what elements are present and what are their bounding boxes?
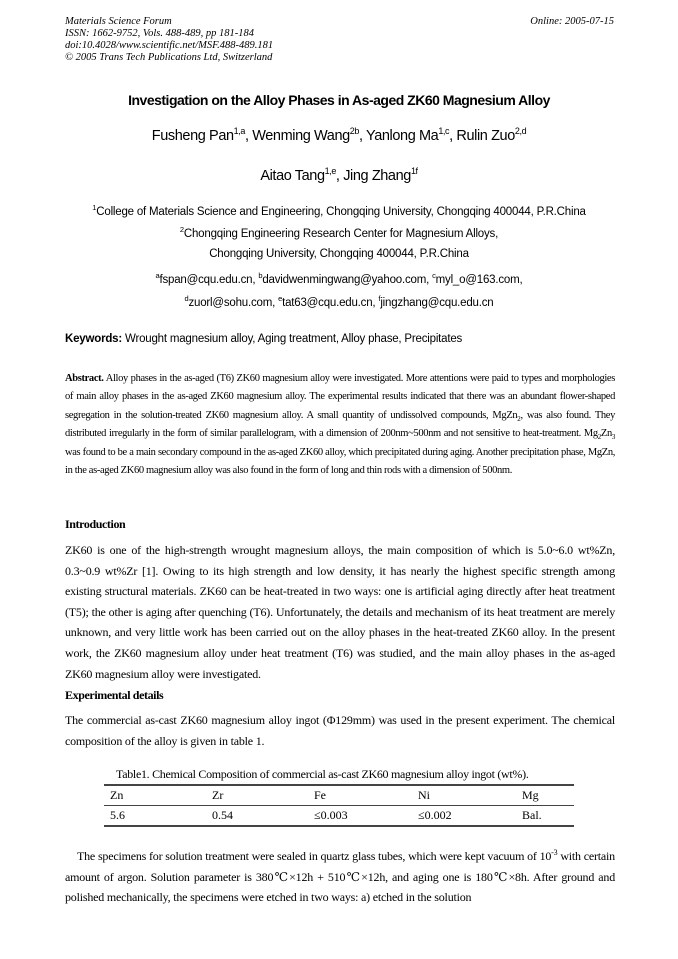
abstract-text: , was also found. They distributed irregularly in the form of similar parallelogram, with a dimension of 200nm~500nm and not sensitive to heat-treatment. Mg: [65, 409, 615, 440]
affiliation-text: College of Materials Science and Engineering, Chongqing University, Chongqing 400044, P.R.China: [96, 205, 586, 218]
table-header-cell: Ni: [412, 785, 516, 806]
email-sup: c: [432, 271, 436, 280]
email-sup: a: [155, 271, 160, 280]
abstract-text: Alloy phases in the as-aged (T6) ZK60 magnesium alloy were investigated. More attentions were paid to types and morphologies of main alloy phases in the as-aged ZK60 magnesium alloy. The experimental results indicated that there was an abundant flower-shaped segregation in the solution-treated ZK60 magnesium alloy. A small quantity of undissolved compounds, MgZn: [65, 373, 615, 421]
affiliation-2-line-2: Chongqing University, Chongqing 400044, P.R.China: [209, 248, 469, 260]
keywords: [65, 333, 462, 345]
experimental-heading: Experimental details: [65, 688, 164, 702]
keywords-text: Wrought magnesium alloy, Aging treatment, Alloy phase, Precipitates: [125, 333, 463, 345]
author-sup: 2,d: [514, 126, 527, 136]
email-link[interactable]: zuorl@sohu.com,: [188, 296, 276, 309]
author-line-2: Aitao Tang$^{1,e}$, Jing Zhang$^{1f}$: [260, 166, 418, 184]
affiliation-sup: 2: [179, 225, 184, 234]
paper-title: Investigation on the Alloy Phases in As-aged ZK60 Magnesium Alloy: [128, 92, 550, 108]
specimen-text: The specimens for solution treatment were sealed in quartz glass tubes, which were kept vacuum of 10: [77, 849, 552, 863]
journal-info: [65, 16, 273, 64]
author-sup: 1,e: [324, 166, 336, 176]
author-line-1: Fusheng Pan$^{1,a}$, Wenming Wang$^{2b}$, Yanlong Ma$^{1,c}$, Rulin Zuo$^{2,d}$: [151, 126, 527, 144]
email-link[interactable]: jingzhang@cqu.edu.cn: [380, 296, 494, 309]
table-cell: Bal.: [516, 806, 574, 827]
author-name: Jing Zhang: [343, 167, 411, 184]
keywords-label: Keywords:: [65, 333, 122, 345]
table-header-cell: Zr: [206, 785, 308, 806]
table-cell: ≤0.002: [412, 806, 516, 827]
introduction-text: ZK60 is one of the high-strength wrought magnesium alloys, the main composition of which is 5.0~6.0 wt%Zn, 0.3~0.9 wt%Zr [1]. Owing to its high strength and low density, it has nearly the highest specific strength among existing structural materials. ZK60 can be heat-treated in two ways: one is artificial aging directly after heat treatment (T5); the other is aging after quenching (T6). Unfortunately, the details and mechanism of its heat treatment are merely unknown, and very little work has been carried out on the alloy phases in the heat-treated ZK60 alloy. In the present work, the ZK60 magnesium alloy under heat treatment (T6) was studied, and the main alloy phases in the as-aged ZK60 magnesium alloy were investigated.: [65, 543, 615, 681]
table-header-row: [104, 785, 574, 806]
table-caption: Table1. Chemical Composition of commercial as-cast ZK60 magnesium alloy ingot (wt%).: [116, 767, 529, 781]
author-name: Aitao Tang: [260, 167, 325, 184]
email-sup: b: [258, 271, 263, 280]
affiliation-1: [0, 203, 678, 218]
abstract-text: Zn: [600, 428, 612, 440]
issn-line: ISSN: 1662-9752, Vols. 488-489, pp 181-184: [65, 28, 254, 39]
author-sup: 1,c: [438, 126, 450, 136]
author-name: Wenming Wang: [252, 127, 350, 144]
introduction-heading: Introduction: [65, 517, 126, 531]
affiliation-sup: 1: [92, 203, 97, 212]
table-cell: 0.54: [206, 806, 308, 827]
subscript: 2: [517, 414, 521, 423]
table-header-cell: Fe: [308, 785, 412, 806]
author-name: Yanlong Ma: [366, 127, 439, 144]
experimental-text: The commercial as-cast ZK60 magnesium alloy ingot (Φ129mm) was used in the present experiment. The chemical composition of the alloy is given in table 1.: [65, 713, 615, 748]
email-line-2: [0, 294, 678, 309]
affiliation-text: Chongqing Engineering Research Center for Magnesium Alloys,: [183, 227, 499, 240]
table-header-cell: Zn: [104, 785, 206, 806]
email-sup: f: [378, 294, 381, 303]
abstract-label: Abstract.: [65, 373, 104, 384]
page-header: [65, 16, 614, 64]
table-cell: 5.6: [104, 806, 206, 827]
table-cell: ≤0.003: [308, 806, 412, 827]
subscript: 2: [597, 433, 601, 442]
table-header-cell: Mg: [516, 785, 574, 806]
author-sup: 1,a: [233, 126, 245, 136]
email-link[interactable]: tat63@cqu.edu.cn,: [282, 296, 376, 309]
email-link[interactable]: myl_o@163.com,: [435, 273, 523, 286]
journal-name: Materials Science Forum: [65, 16, 172, 27]
author-name: Fusheng Pan: [151, 127, 234, 144]
table-row: [104, 806, 574, 827]
subscript: 3: [611, 433, 615, 442]
specimen-text: with certain amount of argon. Solution parameter is 380℃×12h + 510℃×12h, and aging one is 180℃×8h. After ground and polished mechanically, the specimens were etched in two ways: a) etched in the solution: [65, 849, 615, 905]
email-sup: d: [184, 294, 189, 303]
doi-line[interactable]: doi:10.4028/www.scientific.net/MSF.488-489.181: [65, 40, 274, 51]
email-sup: e: [278, 294, 283, 303]
superscript: -3: [551, 848, 558, 857]
author-sup: 2b: [349, 126, 360, 136]
specimen-paragraph: [65, 846, 615, 908]
online-date: Online: 2005-07-15: [530, 16, 614, 27]
email-link[interactable]: fspan@cqu.edu.cn,: [159, 273, 256, 286]
abstract-text: was found to be a main secondary compound in the as-aged ZK60 alloy, which precipitated during aging. Another precipitation phase, MgZn, in the as-aged ZK60 magnesium alloy was also found in the form of long and thin rods with a dimension of 500nm.: [65, 446, 615, 477]
composition-table: [104, 784, 574, 827]
email-link[interactable]: davidwenmingwang@yahoo.com,: [262, 273, 430, 286]
copyright-line: © 2005 Trans Tech Publications Ltd, Switzerland: [65, 52, 273, 63]
email-line-1: [0, 271, 678, 286]
abstract: [65, 370, 615, 480]
affiliation-2-line-1: [0, 225, 678, 240]
author-sup: 1f: [410, 166, 418, 176]
author-name: Rulin Zuo: [456, 127, 515, 144]
